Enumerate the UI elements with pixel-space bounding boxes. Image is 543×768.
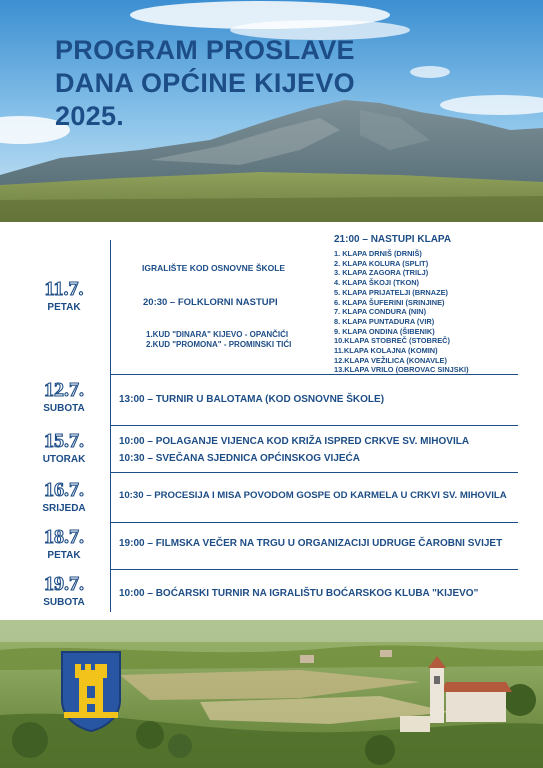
event-line: 19:00 – FILMSKA VEČER NA TRGU U ORGANIZACIJI UDRUGE ČAROBNI SVIJET: [119, 538, 503, 549]
day-label: [18, 379, 110, 414]
day-label: [18, 430, 110, 465]
kud-item: 2.KUD "PROMONA" - PROMINSKI TIĆI: [146, 340, 292, 349]
schedule-table: [0, 222, 543, 620]
day-label: [18, 479, 110, 514]
list-item: 4. KLAPA ŠKOJI (TKON): [334, 278, 419, 288]
list-item: 12.KLAPA VEŽILICA (KONAVLE): [334, 355, 447, 365]
hero-landscape-photo: [0, 0, 543, 222]
klapa-heading: 21:00 – NASTUPI KLAPA: [334, 234, 452, 245]
event-line: 10:00 – BOĆARSKI TURNIR NA IGRALIŠTU BOĆARSKOG KLUBA "KIJEVO": [119, 588, 479, 599]
list-item: 11.KLAPA KOLAJNA (KOMIN): [334, 346, 438, 356]
day-label: [18, 573, 110, 608]
row-divider: [110, 569, 518, 570]
list-item: 7. KLAPA CONDURA (NIN): [334, 307, 427, 317]
day-date: 19.7.: [44, 573, 84, 595]
day-name: PETAK: [47, 550, 81, 561]
event-line: 10:00 – POLAGANJE VIJENCA KOD KRIŽA ISPRED CRKVE SV. MIHOVILA: [119, 436, 470, 447]
day-name: PETAK: [47, 302, 81, 313]
list-item: 8. KLAPA PUNTADURA (VIR): [334, 316, 435, 326]
municipality-coat-of-arms: [60, 650, 122, 732]
list-item: 9. KLAPA ONDINA (ŠIBENIK): [334, 326, 435, 336]
venue-label: IGRALIŠTE KOD OSNOVNE ŠKOLE: [142, 263, 286, 273]
day-date: 15.7.: [44, 430, 84, 452]
day-name: SUBOTA: [43, 403, 85, 414]
event-line: 10:30 – PROCESIJA I MISA POVODOM GOSPE OD KARMELA U CRKVI SV. MIHOVILA: [119, 490, 507, 501]
list-item: 5. KLAPA PRIJATELJI (BRNAZE): [334, 287, 449, 297]
row-divider: [110, 472, 518, 473]
list-item: 2. KLAPA KOLURA (SPLIT): [334, 258, 429, 268]
schedule-vertical-divider: [110, 240, 111, 612]
title-line-3: 2025.: [55, 101, 125, 131]
folklore-heading: 20:30 – FOLKLORNI NASTUPI: [143, 297, 278, 308]
day-date: 18.7.: [44, 526, 84, 548]
title-line-1: PROGRAM PROSLAVE: [55, 35, 355, 65]
kud-item: 1.KUD "DINARA" KIJEVO - OPANČIĆI: [146, 330, 289, 339]
row-divider: [110, 425, 518, 426]
klapa-list: [334, 249, 469, 375]
event-line: 10:30 – SVEČANA SJEDNICA OPĆINSKOG VIJEĆA: [119, 453, 360, 464]
page-title: [55, 34, 355, 133]
day-date: 16.7.: [44, 479, 84, 501]
day-label: [18, 278, 110, 313]
day-label: [18, 526, 110, 561]
day-name: SUBOTA: [43, 597, 85, 608]
list-item: 13.KLAPA VRILO (OBROVAC SINJSKI): [334, 365, 469, 375]
day-name: SRIJEDA: [42, 503, 86, 514]
day-date: 11.7.: [44, 278, 84, 300]
title-line-2: DANA OPĆINE KIJEVO: [55, 68, 355, 98]
event-line: 13:00 – TURNIR U BALOTAMA (KOD OSNOVNE ŠKOLE): [119, 394, 385, 405]
list-item: 10.KLAPA STOBREČ (STOBREČ): [334, 336, 450, 346]
row-divider: [110, 522, 518, 523]
day-date: 12.7.: [44, 379, 84, 401]
day-name: UTORAK: [42, 454, 86, 465]
list-item: 6. KLAPA ŠUFERINI (SRINJINE): [334, 297, 445, 307]
list-item: 1. KLAPA DRNIŠ (DRNIŠ): [334, 249, 422, 258]
list-item: 3. KLAPA ZAGORA (TRILJ): [334, 268, 429, 278]
